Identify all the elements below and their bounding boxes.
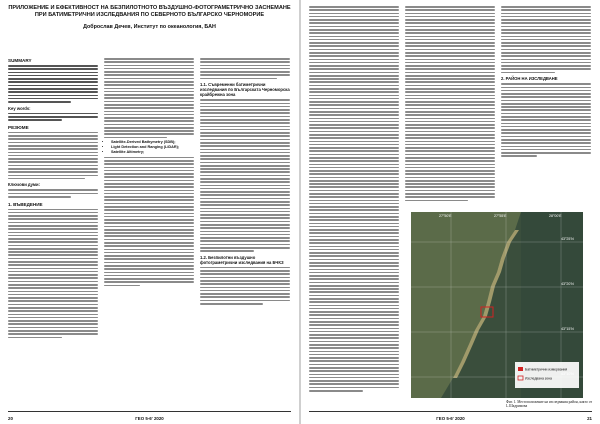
- section1-2-heading: 1.2. Безпилотни въздушно фотограметрични изследвания на БЧКЗ: [200, 254, 284, 265]
- grid-label-top: 28°00'E: [549, 214, 562, 218]
- right-col3-text-b: [501, 83, 591, 157]
- column2-text-b: [104, 157, 194, 287]
- grid-label-top: 27°55'E: [494, 214, 507, 218]
- right-column-3: [501, 6, 591, 159]
- column3-text-b: [200, 99, 290, 252]
- land-area: [411, 212, 521, 398]
- column2-text-a: [104, 58, 194, 138]
- list-item: • Satellite Altimetry;: [111, 150, 194, 155]
- page-number-right: 21: [587, 416, 592, 421]
- journal-folio-left: ГЕО 5-6' 2020: [135, 416, 164, 421]
- section1-heading: 1. ВЪВЕДЕНИЕ: [8, 201, 43, 207]
- left-column-1: [8, 58, 98, 340]
- summary-heading: SUMMARY: [8, 58, 32, 63]
- left-column-2: [104, 58, 194, 288]
- right-column-2: [405, 6, 495, 203]
- title-block: [8, 5, 291, 30]
- legend-swatch-red: [518, 367, 523, 371]
- methods-list: [104, 140, 194, 154]
- map-svg: [411, 212, 583, 398]
- legend-item: Изследвана зона: [525, 376, 552, 381]
- right-col1-text: [309, 6, 399, 392]
- journal-folio-right: ГЕО 5-6' 2020: [436, 416, 465, 421]
- study-area-map: [411, 212, 583, 398]
- section2-heading: 2. РАЙОН НА ИЗСЛЕДВАНЕ: [501, 76, 558, 82]
- page-number-left: 20: [8, 416, 13, 421]
- grid-label-side: 43°25'N: [561, 237, 574, 241]
- map-legend: [515, 362, 579, 388]
- figure-caption: Фиг. 1. Местоположение на изследвания район, както от L.Шадримова: [506, 400, 593, 409]
- grid-label-top: 27°50'E: [439, 214, 452, 218]
- rezume-text: [8, 132, 98, 180]
- list-item: • Satellite-Derived Bathymetry (SDB);: [111, 140, 194, 145]
- section1-text: [8, 209, 98, 339]
- grid-label-side: 43°20'N: [561, 282, 574, 286]
- authors-line: Доброслав Дечев, Институт по океанология, БАН: [83, 24, 216, 30]
- legend-item: Батиметрични измервания: [525, 367, 568, 372]
- keywords-label: Key words:: [8, 105, 31, 111]
- left-page: [0, 0, 299, 424]
- column3-text-c: [200, 267, 290, 305]
- footer-rule: [309, 411, 592, 412]
- grid-label-side: 43°15'N: [561, 327, 574, 331]
- paper-title: ПРИЛОЖЕНИЕ И ЕФЕКТИВНОСТ НА БЕЗПИЛОТНОТО ВЪЗДУШНО-ФОТОГРАМЕТРИЧНО ЗАСНЕМАНЕ ПРИ БАТИМЕТРИЧНИ ИЗСЛЕДВАНИЯ ПО СЕВЕРНОТО БЪЛГАРСКО ЧЕРНОМОРИЕ: [8, 5, 291, 18]
- keywords-bg-label: Ключови думи:: [8, 182, 40, 188]
- rezume-heading: РЕЗЮМЕ: [8, 124, 29, 130]
- list-item: • Light Detection and Ranging (LiDAR);: [111, 145, 194, 150]
- right-column-1: [309, 6, 399, 393]
- right-col2-text: [405, 6, 495, 201]
- right-col3-text-a: [501, 6, 591, 73]
- right-page: [301, 0, 600, 424]
- left-column-3: [200, 58, 290, 306]
- column3-text-a: [200, 58, 290, 79]
- footer-rule: [8, 411, 291, 412]
- section1-1-heading: 1.1. Съвременни батиметрични изследвания по Българската Черноморска крайбрежна зона: [200, 82, 290, 98]
- summary-text: [8, 65, 98, 103]
